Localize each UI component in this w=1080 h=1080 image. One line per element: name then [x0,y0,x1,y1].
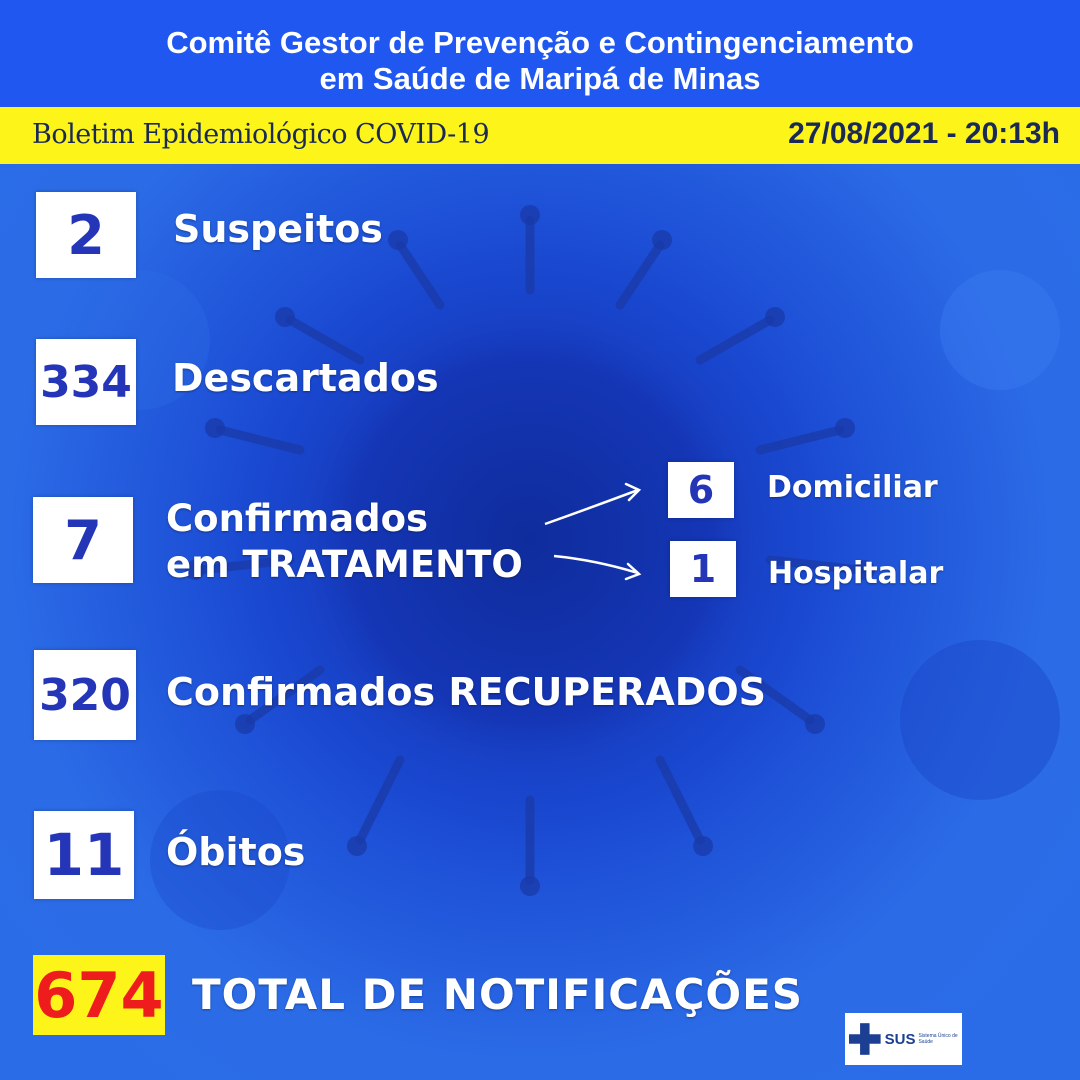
bulletin-datetime: 27/08/2021 - 20:13h [788,117,1060,150]
header-bar [0,0,1080,107]
arrows-graphic [540,478,650,588]
bulletin-title: Boletim Epidemiológico COVID-19 [32,119,490,150]
total-count: 674 [33,955,165,1035]
recuperados-count: 320 [34,650,136,740]
domiciliar-count: 6 [668,462,734,518]
domiciliar-label: Domiciliar [767,470,938,505]
obitos-count: 11 [34,811,134,899]
sus-cross-icon [849,1019,881,1059]
sus-logo-text: SUS [884,1030,916,1048]
obitos-label: Óbitos [166,830,306,874]
arrow-to-hospitalar [554,556,638,573]
descartados-label: Descartados [172,356,439,400]
arrow-to-domiciliar [545,490,638,524]
tratamento-label-line1: Confirmados [166,497,429,540]
suspeitos-count: 2 [36,192,136,278]
tratamento-label-line2: em TRATAMENTO [166,543,523,586]
suspeitos-label: Suspeitos [173,207,383,251]
hospitalar-count: 1 [670,541,736,597]
recuperados-label: Confirmados RECUPERADOS [166,670,767,714]
hospitalar-label: Hospitalar [768,556,944,591]
bulletin-banner [0,107,1080,164]
total-label: TOTAL DE NOTIFICAÇÕES [192,970,804,1019]
sus-logo [845,1013,962,1065]
descartados-count: 334 [36,339,136,425]
tratamento-count: 7 [33,497,133,583]
header-title-line2: em Saúde de Maripá de Minas [319,61,761,96]
sus-logo-subtitle: Sistema Único de Saúde [918,1033,958,1045]
header-title-line1: Comitê Gestor de Prevenção e Contingenciamento [166,25,914,60]
